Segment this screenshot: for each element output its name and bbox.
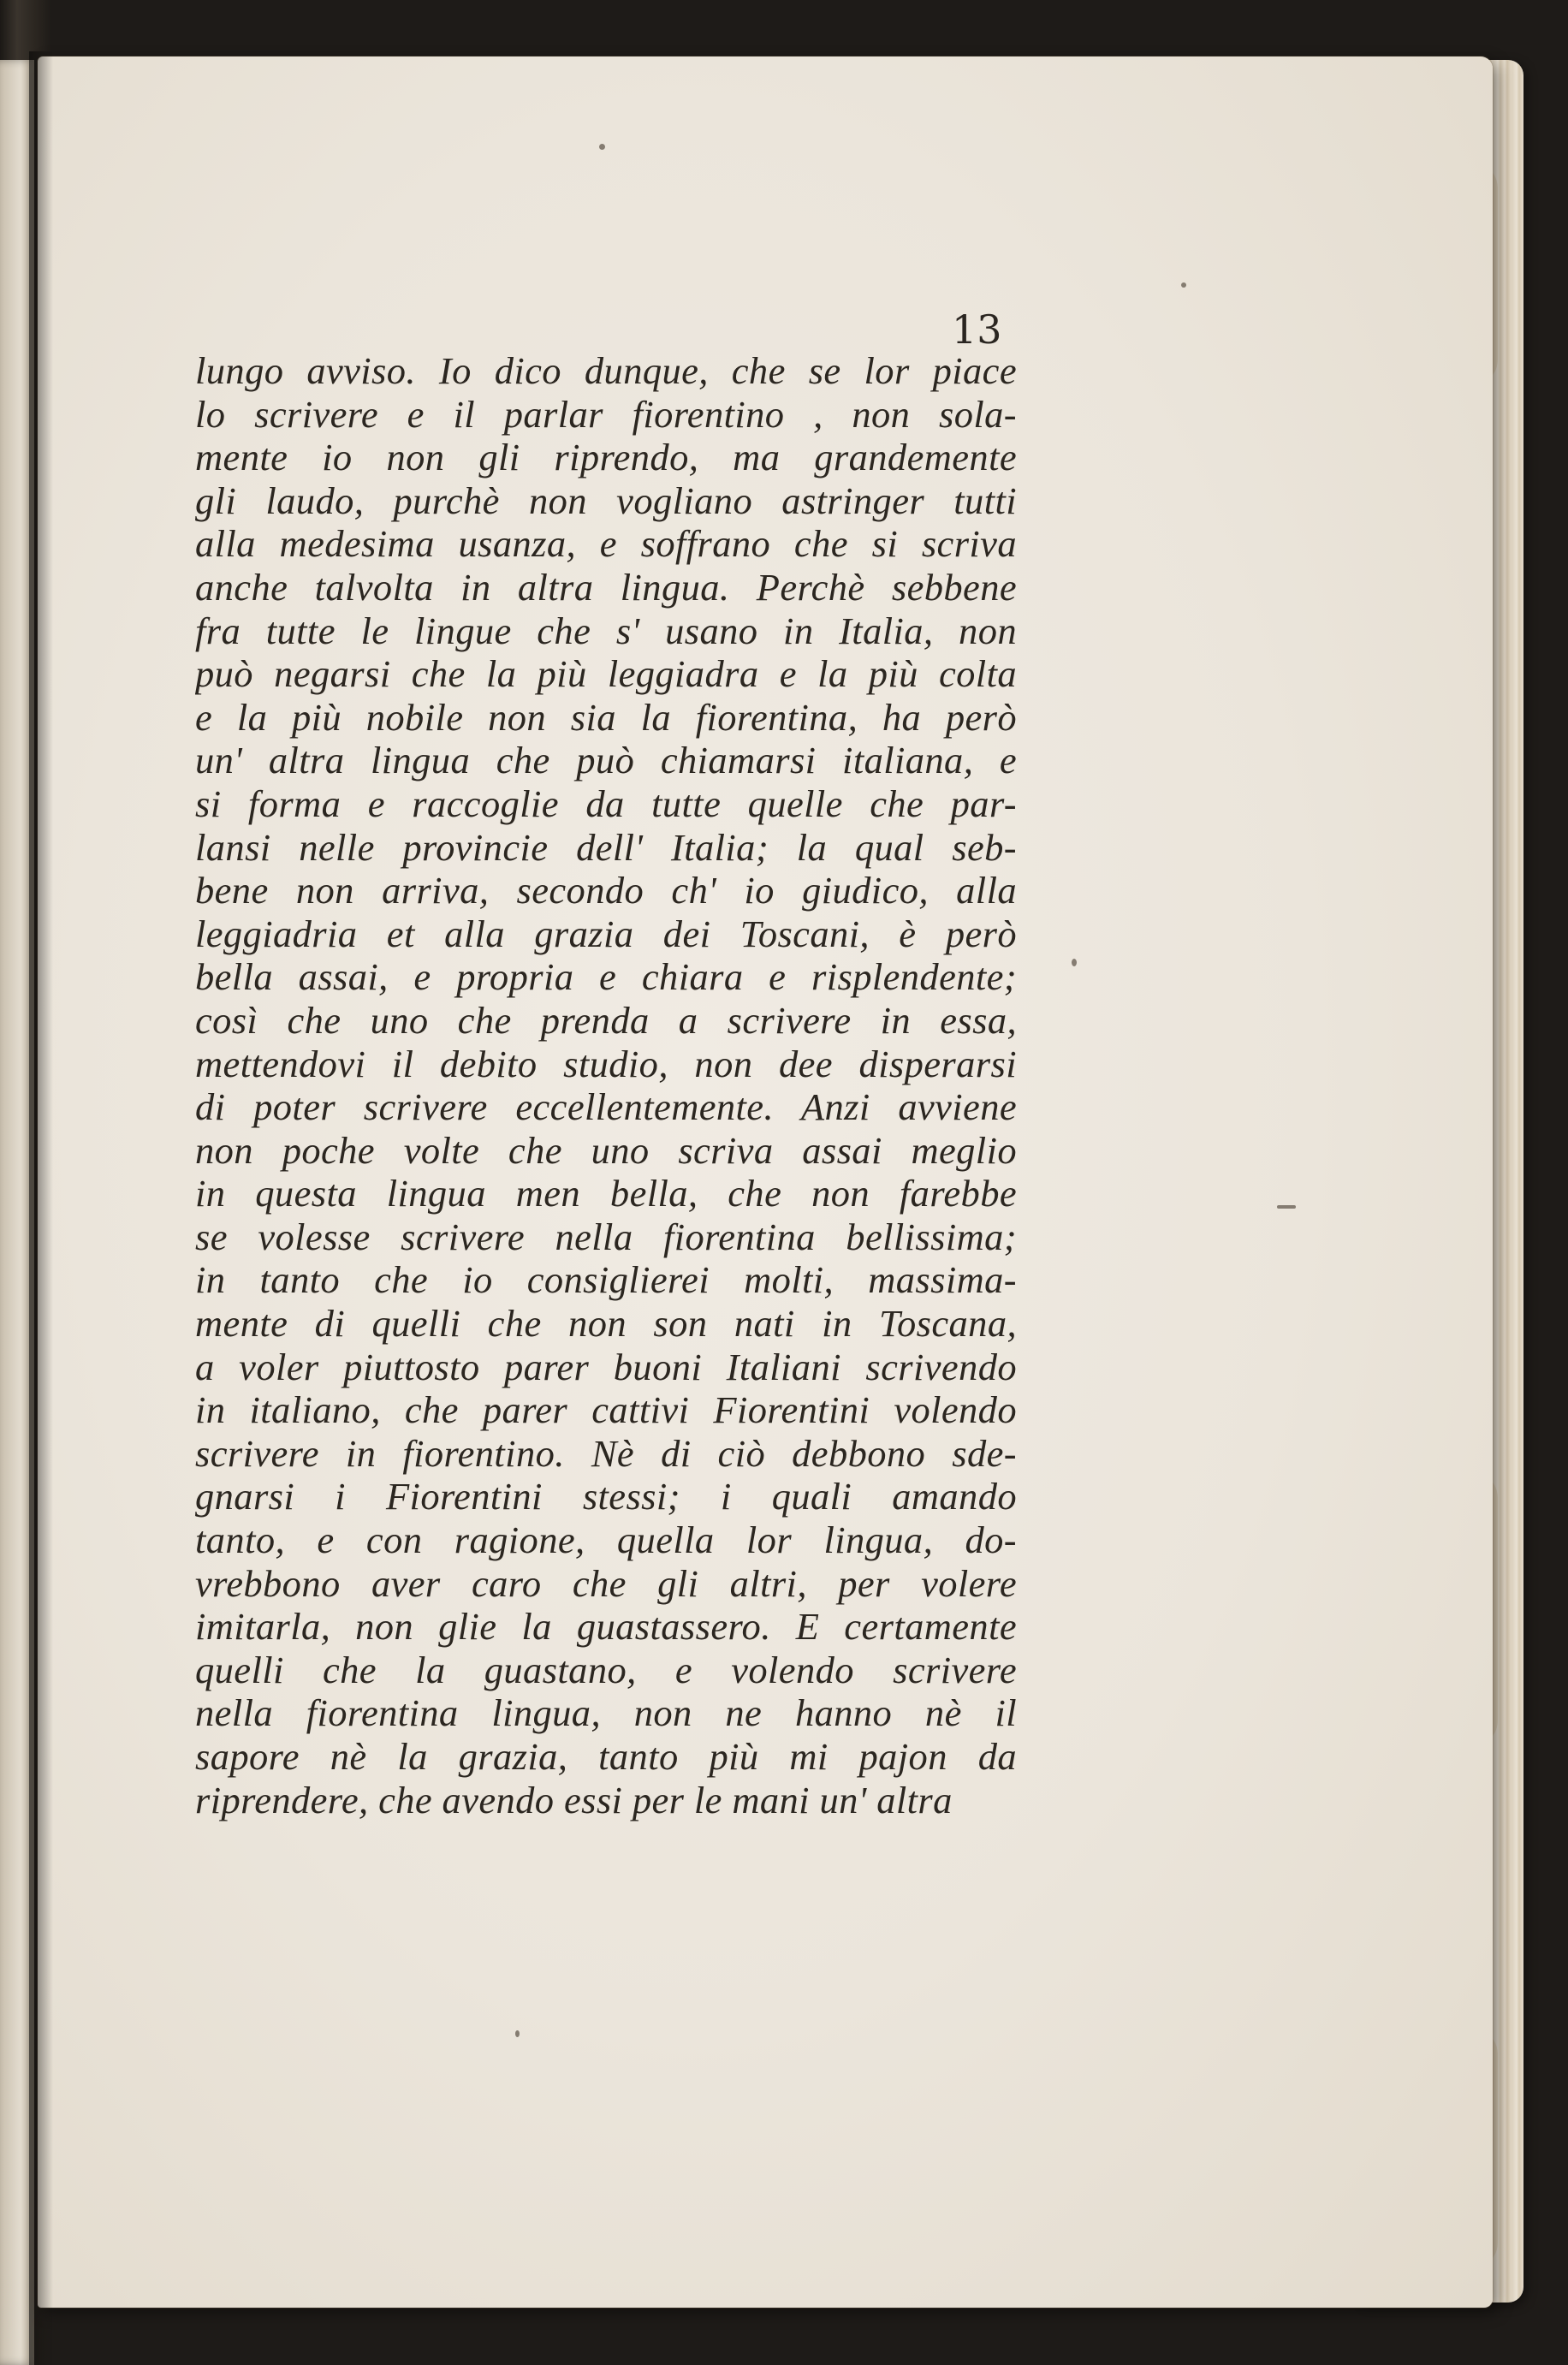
text-line: nella fiorentina lingua, non ne hanno nè il (195, 1691, 1017, 1735)
text-line: anche talvolta in altra lingua. Perchè sebbene (195, 565, 1017, 609)
text-line: lansi nelle provincie dell' Italia; la qual seb- (195, 825, 1017, 869)
text-line: in italiano, che parer cattivi Fiorentini volendo (195, 1388, 1017, 1432)
text-line: così che uno che prenda a scrivere in essa, (195, 998, 1017, 1042)
text-line: alla medesima usanza, e soffrano che si scriva (195, 522, 1017, 566)
text-line: non poche volte che uno scriva assai meglio (195, 1128, 1017, 1172)
text-line: un' altra lingua che può chiamarsi italiana, e (195, 739, 1017, 782)
paper-speck (1181, 282, 1186, 288)
text-line: sapore nè la grazia, tanto più mi pajon da (195, 1735, 1017, 1778)
body-text (195, 349, 1017, 1821)
text-line: riprendere, che avendo essi per le mani un' altra (195, 1778, 953, 1821)
paper-speck (515, 2030, 520, 2037)
text-line: bene non arriva, secondo ch' io giudico, alla (195, 869, 1017, 912)
text-line: lungo avviso. Io dico dunque, che se lor piace (195, 349, 1017, 392)
text-line: imitarla, non glie la guastassero. E certamente (195, 1605, 1017, 1649)
text-line: quelli che la guastano, e volendo scrivere (195, 1648, 1017, 1691)
paper-speck (599, 144, 605, 150)
text-line: di poter scrivere eccellentemente. Anzi avviene (195, 1085, 1017, 1129)
text-line: in questa lingua men bella, che non farebbe (195, 1172, 1017, 1215)
text-line: gli laudo, purchè non vogliano astringer tutti (195, 478, 1017, 522)
text-line: mettendovi il debito studio, non dee disperarsi (195, 1042, 1017, 1085)
text-line: a voler piuttosto parer buoni Italiani scrivendo (195, 1345, 1017, 1388)
text-line: mente di quelli che non son nati in Toscana, (195, 1302, 1017, 1346)
paper-speck (1072, 959, 1077, 966)
text-line: tanto, e con ragione, quella lor lingua, do- (195, 1518, 1017, 1562)
gutter-shadow (29, 51, 53, 2365)
text-line: leggiadria et alla grazia dei Toscani, è però (195, 912, 1017, 955)
paper-speck (1277, 1205, 1296, 1209)
text-line: bella assai, e propria e chiara e risplendente; (195, 955, 1017, 999)
text-line: se volesse scrivere nella fiorentina bellissima; (195, 1215, 1017, 1258)
text-line: mente io non gli riprendo, ma grandemente (195, 436, 1017, 479)
page-number: 13 (952, 306, 1002, 353)
text-line: gnarsi i Fiorentini stessi; i quali amando (195, 1475, 1017, 1518)
text-line: lo scrivere e il parlar fiorentino , non sola- (195, 392, 1017, 436)
text-line: scrivere in fiorentino. Nè di ciò debbono sde- (195, 1431, 1017, 1475)
text-line: si forma e raccoglie da tutte quelle che par- (195, 781, 1017, 825)
text-line: vrebbono aver caro che gli altri, per volere (195, 1561, 1017, 1605)
text-line: può negarsi che la più leggiadra e la più colta (195, 652, 1017, 696)
text-line: e la più nobile non sia la fiorentina, ha però (195, 695, 1017, 739)
text-line: in tanto che io consiglierei molti, massima- (195, 1258, 1017, 1302)
text-line: fra tutte le lingue che s' usano in Italia, non (195, 609, 1017, 652)
